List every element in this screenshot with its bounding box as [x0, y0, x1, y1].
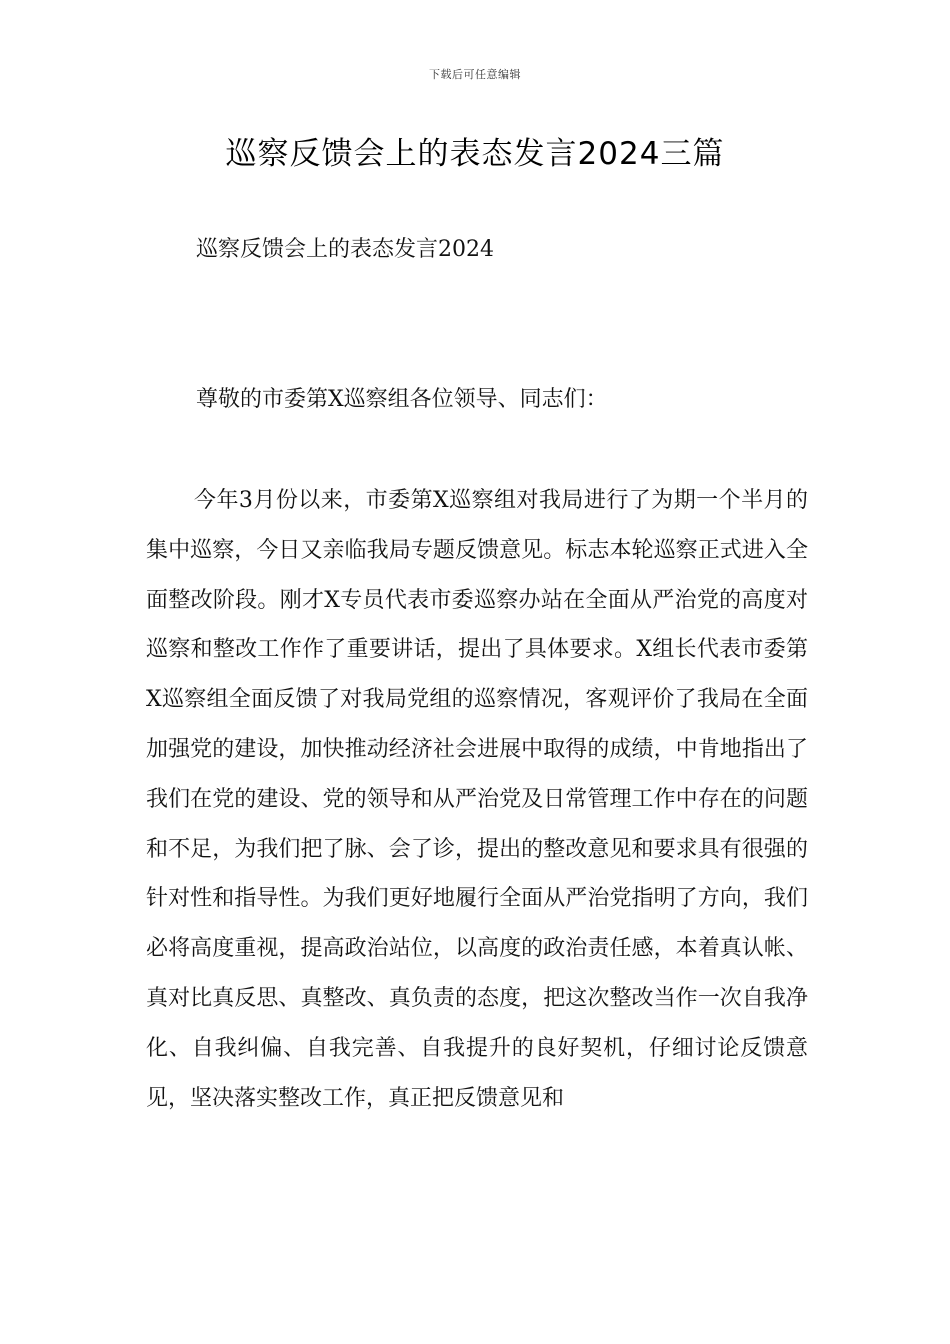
document-title: 巡察反馈会上的表态发言2024三篇: [225, 136, 725, 172]
body-paragraph: 今年3月份以来，市委第X巡察组对我局进行了为期一个半月的集中巡察，今日又亲临我局专题反馈意见。标志本轮巡察正式进入全面整改阶段。刚才X专员代表市委巡察办站在全面从严治党的高度对巡察和整改工作作了重要讲话，提出了具体要求。X组长代表市委第X巡察组全面反馈了对我局党组的巡察情况，客观评价了我局在全面加强党的建设，加快推动经济社会进展中取得的成绩，中肯地指出了我们在党的建设、党的领导和从严治党及日常管理工作中存在的问题和不足，为我们把了脉、会了诊，提出的整改意见和要求具有很强的针对性和指导性。为我们更好地履行全面从严治党指明了方向，我们必将高度重视，提高政治站位，以高度的政治责任感，本着真认帐、真对比真反思、真整改、真负责的态度，把这次整改当作一次自我净化、自我纠偏、自我完善、自我提升的良好契机，仔细讨论反馈意见，坚决落实整改工作，真正把反馈意见和: [146, 488, 808, 1111]
salutation-line: 尊敬的市委第X巡察组各位领导、同志们：: [196, 387, 608, 412]
document-subtitle: 巡察反馈会上的表态发言2024: [196, 237, 494, 262]
header-note: 下载后可任意编辑: [429, 68, 521, 81]
